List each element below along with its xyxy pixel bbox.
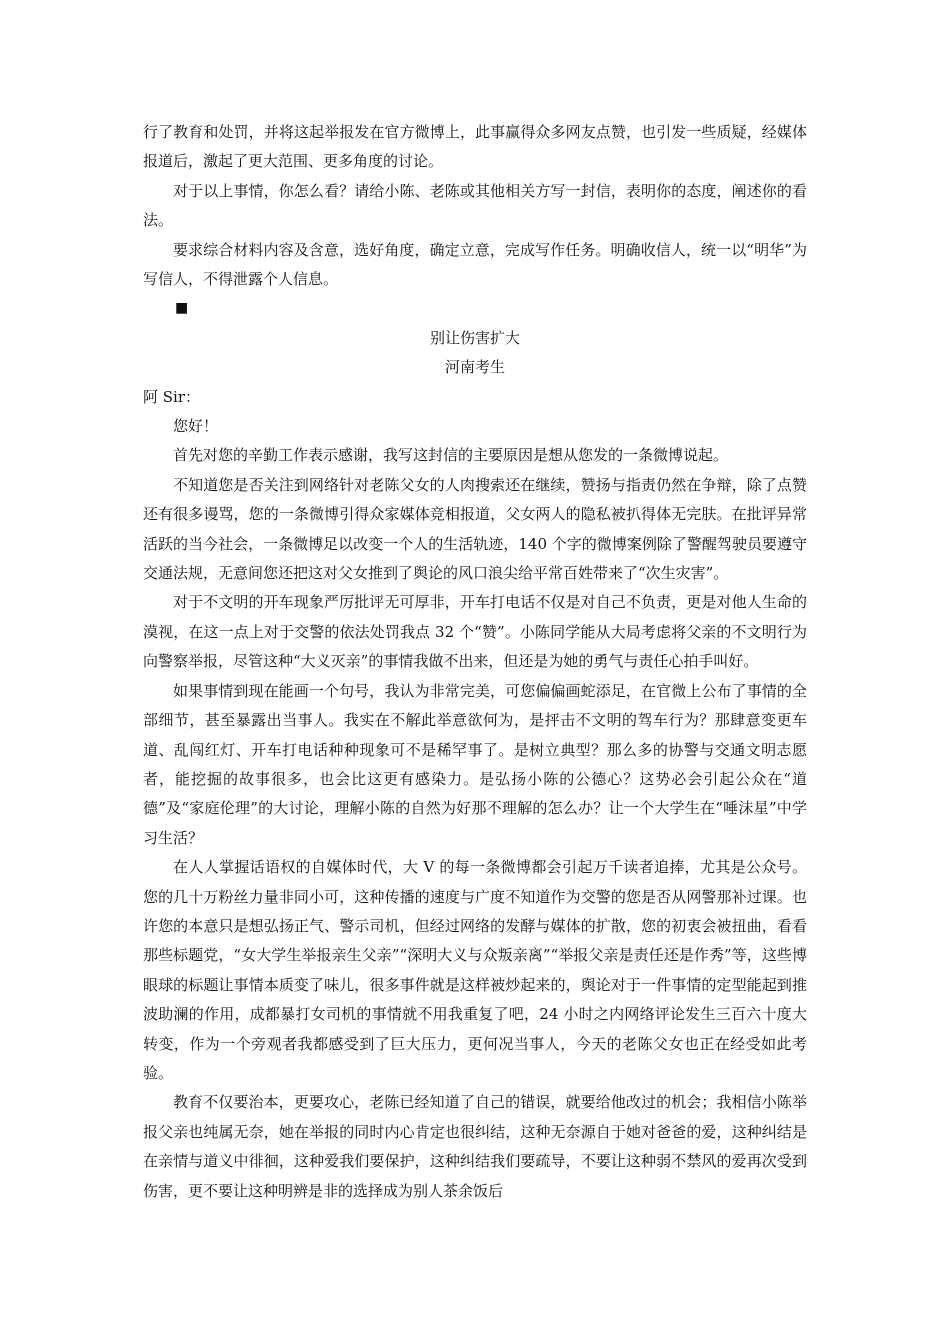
section-marker-icon: ■ [175, 300, 189, 317]
essay-paragraph: 首先对您的辛勤工作表示感谢，我写这封信的主要原因是想从您发的一条微博说起。 [173, 446, 729, 465]
essay-paragraph: 教育不仅要治本，更要攻心，老陈已经知道了自己的错误，就要给他改过的机会；我相信小陈举报父亲也纯属无奈，她在举报的同时内心肯定也很纠结，这种无奈源自于她对爸爸的爱，这种纠结是在亲情与道义中徘徊，这种爱我们要保护，这种纠结我们要疏导，不要让这种弱不禁风的爱再次受到伤害，更不要让这种明辨是非的选择成为别人茶余饭后 [143, 1093, 807, 1200]
essay-paragraph: 如果事情到现在能画一个句号，我认为非常完美，可您偏偏画蛇添足，在官微上公布了事情的全部细节，甚至暴露出当事人。我实在不解此举意欲何为，是抨击不文明的驾车行为？那肆意变更车道、乱闯红灯、开车打电话种种现象可不是稀罕事了。是树立典型？那么多的协警与交通文明志愿者，能挖掘的故事很多，也会比这更有感染力。是弘扬小陈的公德心？这势必会引起公众在“道德”及“家庭伦理”的大讨论，理解小陈的自然为好那不理解的怎么办？让一个大学生在“唾沫星”中学习生活？ [143, 681, 807, 847]
essay-title: 别让伤害扩大 [429, 328, 520, 347]
essay-paragraph: 不知道您是否关注到网络针对老陈父女的人肉搜索还在继续，赞扬与指责仍然在争辩，除了点赞还有很多谩骂，您的一条微博引得众家媒体竞相报道，父女两人的隐私被扒得体无完肤。在批评异常活跃的当今社会，一条微博足以改变一个人的生活轨迹，140 个字的微博案例除了警醒驾驶员要遵守交通法规，无意间您还把这对父女推到了舆论的风口浪尖给平常百姓带来了“次生灾害”。 [143, 475, 807, 583]
document-page [143, 118, 807, 1206]
letter-salutation: 阿 Sir： [143, 387, 201, 406]
prompt-paragraph-2: 对于以上事情，你怎么看？请给小陈、老陈或其他相关方写一封信，表明你的态度，阐述你的看法。 [143, 181, 807, 230]
essay-paragraph: 在人人掌握话语权的自媒体时代，大 V 的每一条微博都会引起万千读者追捧，尤其是公众号。您的几十万粉丝力量非同小可，这种传播的速度与广度不知道作为交警的您是否从网警那补过课。也许您的本意只是想弘扬正气、警示司机，但经过网络的发酵与媒体的扩散，您的初衷会被扭曲，看看那些标题党，“女大学生举报亲生父亲”“深明大义与众叛亲离”“举报父亲是责任还是作秀”等，这些博眼球的标题让事情本质变了味儿，很多事件就是这样被炒起来的，舆论对于一件事情的定型能起到推波助澜的作用，成都暴打女司机的事情就不用我重复了吧，24 小时之内网络评论发生三百六十度大转变，作为一个旁观者我都感受到了巨大压力，更何况当事人，今天的老陈父女也正在经受如此考验。 [143, 858, 807, 1082]
essay-paragraph: 对于不文明的开车现象严厉批评无可厚非，开车打电话不仅是对自己不负责，更是对他人生命的漠视，在这一点上对于交警的依法处罚我点 32 个“赞”。小陈同学能从大局考虑将父亲的不文明行为向警察举报，尽管这种“大义灭亲”的事情我做不出来，但还是为她的勇气与责任心拍手叫好。 [143, 593, 807, 671]
prompt-paragraph-3: 要求综合材料内容及含意，选好角度，确定立意，完成写作任务。明确收信人，统一以“明华”为写信人，不得泄露个人信息。 [143, 240, 807, 289]
letter-greeting: 您好！ [173, 417, 219, 436]
prompt-paragraph-1: 行了教育和处罚，并将这起举报发在官方微博上，此事赢得众多网友点赞，也引发一些质疑，经媒体报道后，激起了更大范围、更多角度的讨论。 [143, 123, 807, 171]
essay-author: 河南考生 [444, 358, 505, 377]
